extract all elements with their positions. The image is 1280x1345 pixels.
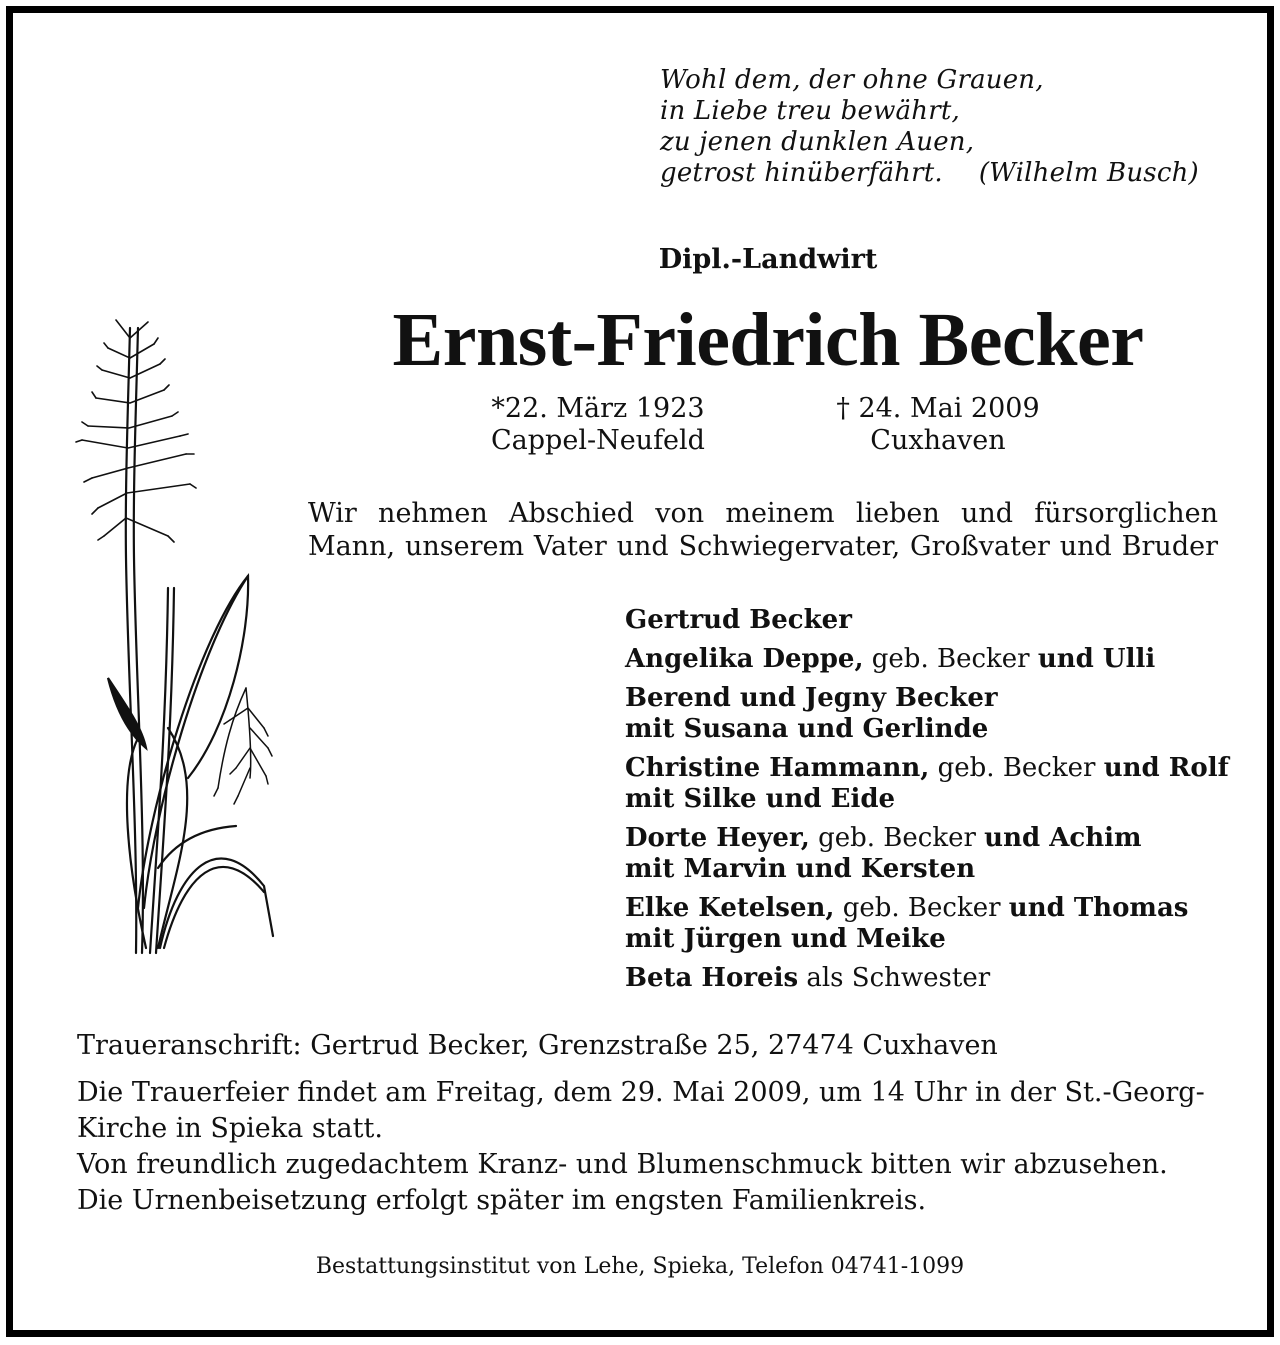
poem-line-last <box>660 158 1199 189</box>
deceased-title: Dipl.-Landwirt <box>658 244 878 275</box>
mourner-entry <box>625 605 1229 636</box>
mourner-name: Gertrud Becker <box>625 605 852 635</box>
grass-illustration-icon <box>68 308 288 958</box>
death-info <box>783 393 1093 457</box>
poem-attribution: (Wilhelm Busch) <box>978 158 1199 188</box>
ceremony-line: Kirche in Spieka statt. <box>77 1113 383 1144</box>
ceremony-line: Von freundlich zugedachtem Kranz- und Blumenschmuck bitten wir abzusehen. <box>77 1149 1168 1180</box>
mourner-children: mit Jürgen und Meike <box>625 924 946 954</box>
mourner-entry <box>625 823 1229 885</box>
funeral-home-footer: Bestattungsinstitut von Lehe, Spieka, Telefon 04741-1099 <box>315 1254 965 1279</box>
mourner-partner: und Achim <box>984 823 1142 853</box>
obituary-notice <box>6 6 1274 1337</box>
poem-line: in Liebe treu bewährt, <box>660 96 960 126</box>
poem-line: zu jenen dunklen Auen, <box>660 127 975 157</box>
ceremony-info <box>77 1075 1227 1219</box>
mourner-partner: und Rolf <box>1103 753 1229 783</box>
poem-line: getrost hinüberfährt. <box>660 158 943 188</box>
mourner-children: mit Susana und Gerlinde <box>625 714 989 744</box>
mourners-list <box>625 605 1229 1002</box>
mourner-name: Elke Ketelsen, <box>625 893 835 923</box>
mourner-entry <box>625 644 1229 675</box>
mourner-born: als Schwester <box>806 963 991 993</box>
mourner-name: Christine Hammann, <box>625 753 930 783</box>
mourner-entry <box>625 963 1229 994</box>
mourner-entry <box>625 683 1229 745</box>
mourner-name: Beta Horeis <box>625 963 799 993</box>
mourner-children: mit Marvin und Kersten <box>625 854 976 884</box>
death-place: Cuxhaven <box>870 425 1006 456</box>
ceremony-line: Die Urnenbeisetzung erfolgt später im engsten Familienkreis. <box>77 1185 927 1216</box>
farewell-line: Mann, unserem Vater und Schwiegervater, Großvater und Bruder <box>308 531 1218 562</box>
birth-place: Cappel-Neufeld <box>491 425 705 456</box>
death-date: † 24. Mai 2009 <box>836 393 1040 424</box>
mourner-partner: und Ulli <box>1037 644 1156 674</box>
mourner-entry <box>625 753 1229 815</box>
mourner-name: Dorte Heyer, <box>625 823 810 853</box>
birth-date: *22. März 1923 <box>491 393 705 424</box>
birth-info <box>443 393 753 457</box>
poem <box>660 65 1199 189</box>
mourner-children: mit Silke und Eide <box>625 784 896 814</box>
ceremony-line: Die Trauerfeier findet am Freitag, dem 29. Mai 2009, um 14 Uhr in der St.-Georg- <box>77 1077 1205 1108</box>
mourner-born: geb. Becker <box>842 893 1001 923</box>
farewell-text <box>308 497 1218 563</box>
mourner-partner: und Thomas <box>1008 893 1189 923</box>
farewell-line: Wir nehmen Abschied von meinem lieben und fürsorglichen <box>308 498 1218 529</box>
mourner-born: geb. Becker <box>871 644 1030 674</box>
mourning-address: Traueranschrift: Gertrud Becker, Grenzstraße 25, 27474 Cuxhaven <box>77 1030 998 1061</box>
poem-line: Wohl dem, der ohne Grauen, <box>660 65 1044 95</box>
mourner-name: Angelika Deppe, <box>625 644 864 674</box>
mourner-entry <box>625 893 1229 955</box>
mourner-born: geb. Becker <box>818 823 976 853</box>
mourner-name: Berend und Jegny Becker <box>625 683 998 713</box>
deceased-name: Ernst-Friedrich Becker <box>392 298 1144 382</box>
mourner-born: geb. Becker <box>937 753 1096 783</box>
